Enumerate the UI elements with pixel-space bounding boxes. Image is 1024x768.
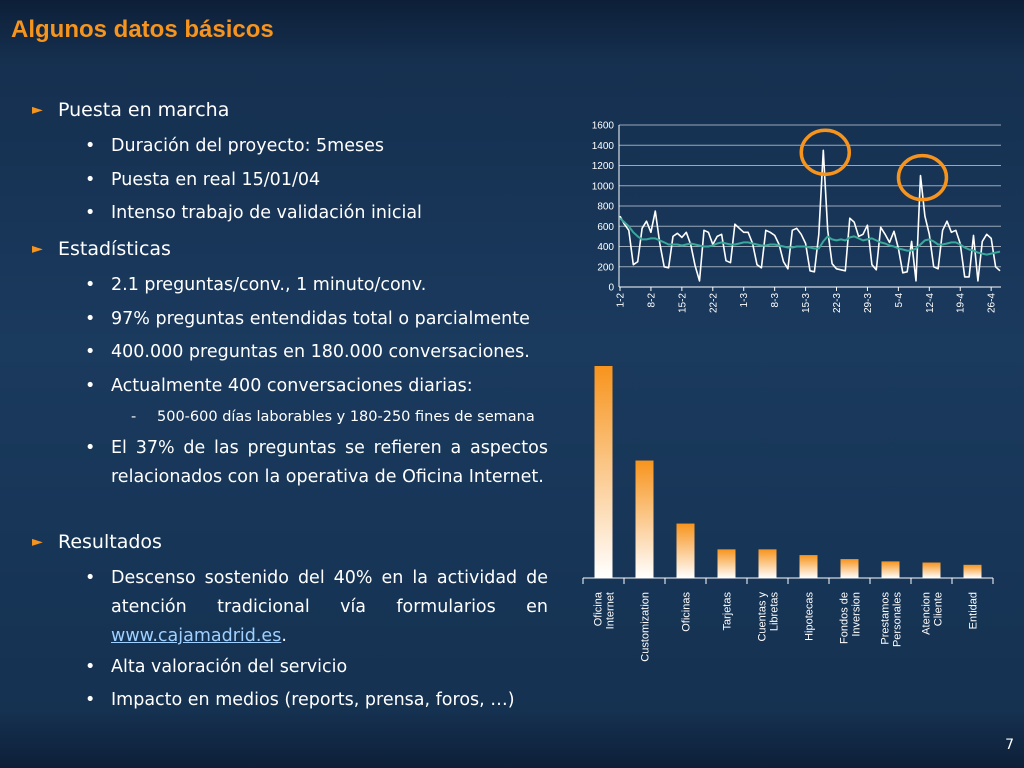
title-bar <box>0 0 1024 62</box>
heading-resultados: ► Resultados <box>58 528 162 557</box>
category-label: Prestamos <box>879 592 892 645</box>
bar <box>718 549 736 578</box>
arrow-bullet-icon: ► <box>32 102 43 118</box>
y-tick-label: 1000 <box>591 181 614 193</box>
y-tick-label: 200 <box>597 262 614 274</box>
y-tick-label: 0 <box>608 282 614 294</box>
list-item: • Duración del proyecto: 5meses <box>85 136 384 156</box>
arrow-bullet-icon: ► <box>32 241 43 257</box>
x-tick-label: 15-2 <box>677 293 689 314</box>
bar <box>759 549 777 578</box>
bar <box>677 524 695 578</box>
list-item: • Actualmente 400 conversaciones diarias: <box>85 376 473 396</box>
x-tick-label: 1-3 <box>739 293 751 308</box>
x-tick-label: 19-4 <box>955 293 967 314</box>
category-label: Oficinas <box>680 592 693 632</box>
bar <box>595 366 613 578</box>
x-tick-label: 22-3 <box>832 293 844 314</box>
category-label: Libretas <box>768 592 781 632</box>
x-tick-label: 22-2 <box>708 293 720 314</box>
y-tick-label: 800 <box>597 201 614 213</box>
x-tick-label: 12-4 <box>924 293 936 314</box>
bar <box>964 565 982 578</box>
page-title: Algunos datos básicos <box>11 16 274 43</box>
bar <box>882 561 900 578</box>
category-label: Internet <box>604 592 617 630</box>
bar <box>841 559 859 578</box>
list-item: • Impacto en medios (reports, prensa, foros, …) <box>85 690 515 710</box>
list-item: • 2.1 preguntas/conv., 1 minuto/conv. <box>85 275 427 295</box>
category-label: Atencion <box>920 592 933 635</box>
arrow-bullet-icon: ► <box>32 534 43 550</box>
heading-puesta-en-marcha: ► Puesta en marcha <box>58 96 229 125</box>
x-tick-label: 15-3 <box>801 293 813 314</box>
question-topics-bar-chart <box>578 355 1018 695</box>
y-tick-label: 1400 <box>591 140 614 152</box>
list-item: • Alta valoración del servicio <box>85 657 348 677</box>
footer-bar <box>0 714 1024 768</box>
y-tick-label: 1200 <box>591 161 614 172</box>
bar <box>636 461 654 578</box>
bar <box>923 563 941 578</box>
heading-estadisticas: ► Estadísticas <box>58 235 171 264</box>
y-tick-label: 400 <box>597 242 614 253</box>
series-line-trend <box>620 218 1000 254</box>
category-label: Oficina <box>592 592 605 627</box>
list-item: • El 37% de las preguntas se refieren a aspectos relacionados con la operativa de Oficina Internet. <box>85 438 548 487</box>
list-item: • Descenso sostenido del 40% en la actividad de atención tradicional vía formularios en www.cajamadrid.es. <box>85 568 548 646</box>
category-label: Inversion <box>850 592 863 637</box>
category-label: Fondos de <box>838 592 851 644</box>
category-label: Customization <box>639 592 652 662</box>
x-tick-label: 26-4 <box>986 293 998 314</box>
y-tick-label: 600 <box>597 221 614 233</box>
category-label: Cliente <box>932 592 945 627</box>
category-label: Personales <box>891 592 904 648</box>
x-tick-label: 5-4 <box>893 293 905 308</box>
y-tick-label: 1600 <box>591 120 614 132</box>
list-item: • Intenso trabajo de validación inicial <box>85 203 422 223</box>
x-tick-label: 8-2 <box>646 293 658 308</box>
list-item: • 400.000 preguntas en 180.000 conversaciones. <box>85 342 530 362</box>
list-item: • 97% preguntas entendidas total o parcialmente <box>85 309 530 329</box>
category-label: Entidad <box>967 592 980 630</box>
category-label: Cuentas y <box>756 592 769 642</box>
x-tick-label: 8-3 <box>770 293 782 308</box>
x-tick-label: 29-3 <box>862 293 874 314</box>
daily-conversations-line-chart <box>575 115 1015 330</box>
page-number: 7 <box>1005 737 1014 753</box>
category-label: Hipotecas <box>803 592 816 641</box>
sub-list-item: - 500-600 días laborables y 180-250 fines de semana <box>131 409 535 425</box>
highlight-circle-peak-22-3 <box>801 130 849 174</box>
cajamadrid-link[interactable]: www.cajamadrid.es <box>111 626 282 646</box>
list-item: • Puesta en real 15/01/04 <box>85 170 321 190</box>
category-label: Tarjetas <box>721 592 734 631</box>
bar <box>800 555 818 578</box>
x-tick-label: 1-2 <box>615 293 627 308</box>
